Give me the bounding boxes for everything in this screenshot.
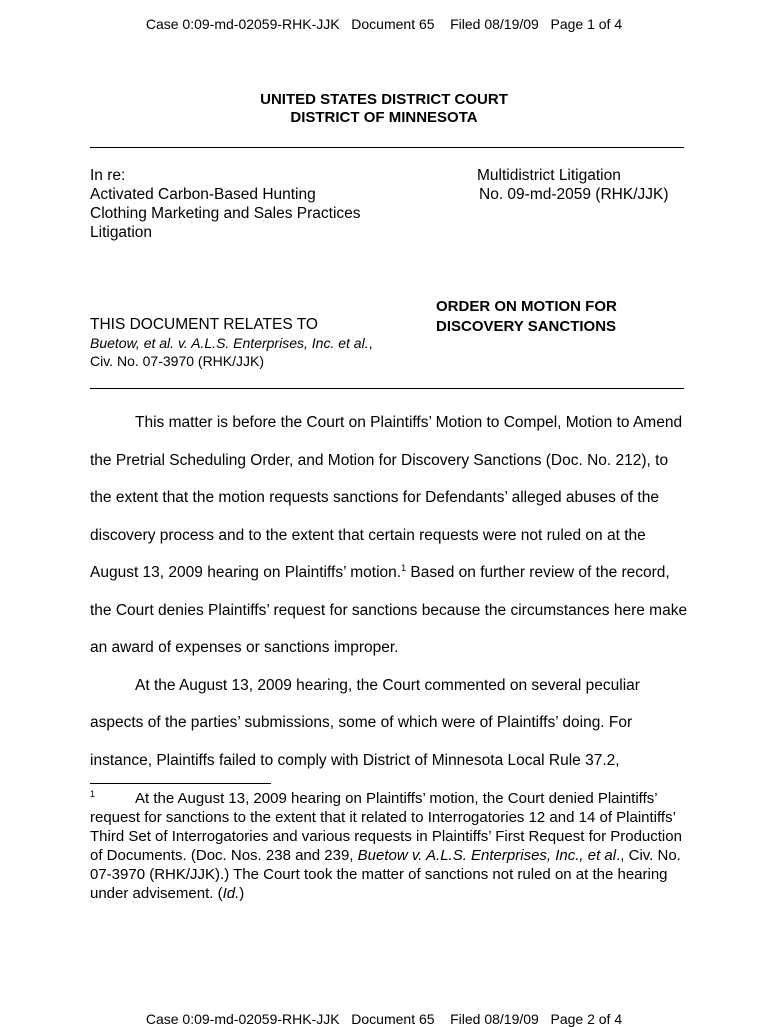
footnote-id-cite: Id. — [222, 885, 240, 902]
paragraph-text: This matter is before the Court on Plaintiffs’ Motion to Compel, Motion to Amend the Pretrial Scheduling Order, and Motion for Discovery Sanctions (Doc. No. 212), to the extent that the motion requests sanctions for Defendants’ alleged abuses of the discovery process and to the extent that certain requests were not ruled on at the August 13, 2009 hearing on Plaintiffs’ motion. — [90, 414, 683, 581]
order-body — [90, 404, 690, 779]
footnote-text: ) — [239, 885, 245, 902]
document-relates-block — [90, 315, 390, 370]
body-paragraph: At the August 13, 2009 hearing, the Court commented on several peculiar aspects of the parties’ submissions, some of which were of Plaintiffs’ doing. For instance, Plaintiffs failed to comply with District of Minnesota Local Rule 37.2, — [90, 676, 640, 769]
related-case-number: , Civ. No. 07-3970 (RHK/JJK) — [90, 335, 373, 369]
footnote-number: 1 — [90, 789, 96, 799]
footnote-reference: 1 — [401, 563, 407, 573]
page-header: Case 0:09-md-02059-RHK-JJK Document 65 Filed 08/19/09 Page 1 of 4 — [145, 16, 623, 32]
relates-label: THIS DOCUMENT RELATES TO — [90, 316, 318, 333]
order-title-line: ORDER ON MOTION FOR — [436, 298, 617, 315]
footnote-case-name: Buetow v. A.L.S. Enterprises, Inc., et al — [357, 847, 617, 864]
related-case-name: Buetow, et al. v. A.L.S. Enterprises, Inc. et al. — [90, 335, 369, 351]
paragraph-text: Based on further review of the record, the Court denies Plaintiffs’ request for sanctions because the circumstances here make an award of expenses or sanctions improper. — [90, 564, 688, 656]
order-title — [436, 297, 696, 337]
case-name-line: Litigation — [90, 224, 153, 241]
caption-top-rule — [90, 147, 684, 148]
court-name: UNITED STATES DISTRICT COURT — [260, 91, 508, 108]
related-case-citation — [90, 334, 390, 370]
order-title-line: DISCOVERY SANCTIONS — [436, 318, 617, 335]
mdl-number: No. 09-md-2059 (RHK/JJK) — [479, 186, 669, 203]
body-paragraph — [90, 404, 690, 667]
caption-case-name — [90, 166, 390, 242]
caption-bottom-rule — [90, 388, 684, 389]
case-name-line: Activated Carbon-Based Hunting — [90, 186, 316, 203]
footnote-text: At the August 13, 2009 hearing on Plaintiffs’ motion, the Court denied Plaintiffs’ request for sanctions to the extent that it related to Interrogatories 12 and 14 of Plaintiffs’ Third Set of Interrogatories and various requests in Plaintiffs’ First Request for Production of Documents. (Doc. Nos. 238 and 239, — [90, 790, 682, 864]
court-district: DISTRICT OF MINNESOTA — [290, 109, 478, 126]
footnote-separator — [90, 783, 271, 784]
mdl-label: Multidistrict Litigation — [477, 167, 621, 184]
caption-mdl — [477, 166, 717, 204]
footnote — [90, 789, 690, 903]
in-re-label: In re: — [90, 167, 126, 184]
court-heading — [0, 91, 768, 127]
next-page-header: Case 0:09-md-02059-RHK-JJK Document 65 Filed 08/19/09 Page 2 of 4 — [145, 1011, 623, 1027]
case-name-line: Clothing Marketing and Sales Practices — [90, 205, 361, 222]
footnote-text: ., Civ. No. 07-3970 (RHK/JJK).) The Court took the matter of sanctions not ruled on at the hearing under advisement. ( — [90, 847, 681, 902]
